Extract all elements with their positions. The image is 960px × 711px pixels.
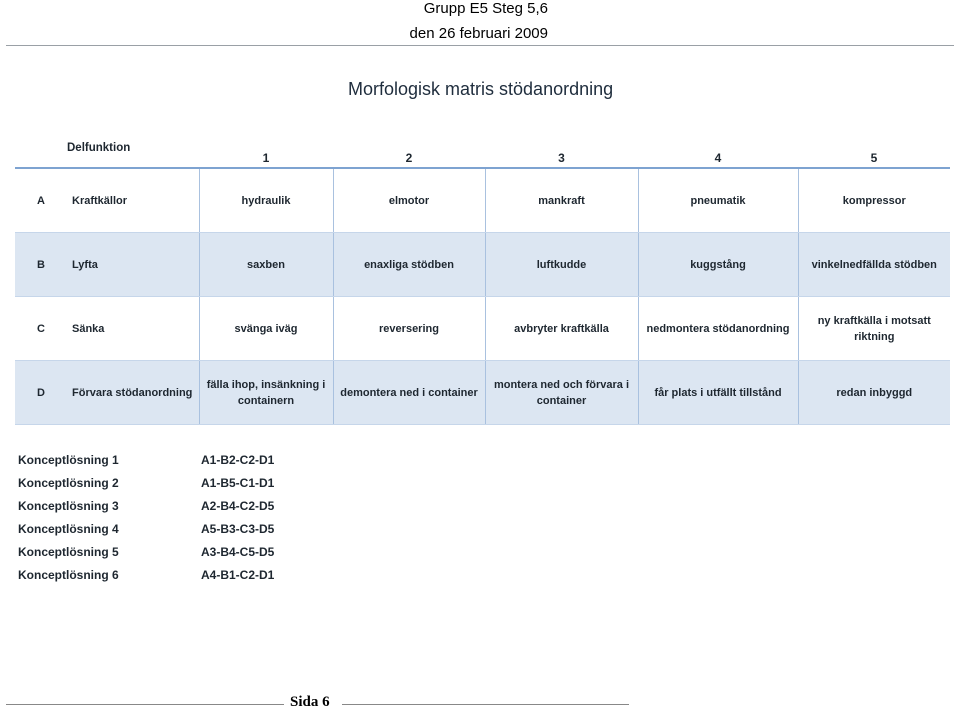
list-item (18, 453, 274, 476)
matrix-cell: kompressor (798, 168, 950, 233)
footer-rule-left (6, 704, 284, 705)
concept-code: A4-B1-C2-D1 (201, 568, 275, 582)
concept-name: Konceptlösning 6 (18, 568, 119, 582)
concept-code: A1-B2-C2-D1 (201, 453, 275, 467)
matrix-cell: redan inbyggd (798, 361, 950, 425)
header-divider (6, 45, 954, 46)
matrix-cell: reversering (333, 297, 485, 361)
footer-rule-right (342, 704, 629, 705)
matrix-cell: elmotor (333, 168, 485, 233)
row-letter: C (37, 322, 45, 335)
list-item (18, 499, 274, 522)
matrix-cell: enaxliga stödben (333, 233, 485, 297)
row-function: Kraftkällor (72, 194, 128, 207)
list-item (18, 568, 274, 591)
matrix-cell: kuggstång (638, 233, 798, 297)
matrix-cell: mankraft (485, 168, 638, 233)
matrix-row-c (15, 297, 950, 361)
header-date: den 26 februari 2009 (409, 25, 548, 42)
matrix-header-row (15, 140, 950, 168)
concept-code: A5-B3-C3-D5 (201, 522, 275, 536)
matrix-cell: fälla ihop, insänkning i containern (199, 361, 333, 425)
matrix-cell: får plats i utfällt tillstånd (638, 361, 798, 425)
matrix-cell: vinkelnedfällda stödben (798, 233, 950, 297)
matrix-cell: pneumatik (638, 168, 798, 233)
row-letter: D (37, 386, 45, 399)
column-header: 3 (485, 140, 638, 168)
matrix-cell: luftkudde (485, 233, 638, 297)
column-header: 4 (638, 140, 798, 168)
concept-code: A1-B5-C1-D1 (201, 476, 275, 490)
concept-name: Konceptlösning 4 (18, 522, 119, 536)
matrix-cell: hydraulik (199, 168, 333, 233)
concept-name: Konceptlösning 2 (18, 476, 119, 490)
matrix-row-a (15, 168, 950, 233)
row-letter: B (37, 258, 45, 271)
concept-list (18, 453, 274, 591)
row-function-cell (15, 168, 199, 233)
row-function-cell (15, 297, 199, 361)
list-item (18, 522, 274, 545)
column-header: 5 (798, 140, 950, 168)
concept-name: Konceptlösning 3 (18, 499, 119, 513)
matrix-cell: saxben (199, 233, 333, 297)
matrix-cell: nedmontera stödanordning (638, 297, 798, 361)
matrix-title: Morfologisk matris stödanordning (348, 79, 614, 99)
concept-name: Konceptlösning 5 (18, 545, 119, 559)
matrix-cell: svänga iväg (199, 297, 333, 361)
page-header (410, 0, 548, 46)
matrix-cell: avbryter kraftkälla (485, 297, 638, 361)
matrix-row-d (15, 361, 950, 425)
row-function: Förvara stödanordning (72, 386, 193, 399)
matrix-cell: montera ned och förvara i container (485, 361, 638, 425)
page-number: Sida 6 (290, 694, 330, 710)
list-item (18, 545, 274, 568)
list-item (18, 476, 274, 499)
matrix-cell: demontera ned i container (333, 361, 485, 425)
row-letter: A (37, 194, 45, 207)
column-header: 1 (199, 140, 333, 168)
matrix-cell: ny kraftkälla i motsatt riktning (798, 297, 950, 361)
concept-name: Konceptlösning 1 (18, 453, 119, 467)
header-group: Grupp E5 Steg 5,6 (423, 0, 548, 17)
concept-code: A2-B4-C2-D5 (201, 499, 275, 513)
matrix-row-b (15, 233, 950, 297)
row-function: Sänka (72, 322, 105, 335)
row-function-cell (15, 361, 199, 425)
concept-code: A3-B4-C5-D5 (201, 545, 275, 559)
morphological-matrix (15, 140, 950, 425)
column-header: 2 (333, 140, 485, 168)
row-function-cell (15, 233, 199, 297)
delfunktion-header: Delfunktion (15, 140, 199, 168)
row-function: Lyfta (72, 258, 98, 271)
